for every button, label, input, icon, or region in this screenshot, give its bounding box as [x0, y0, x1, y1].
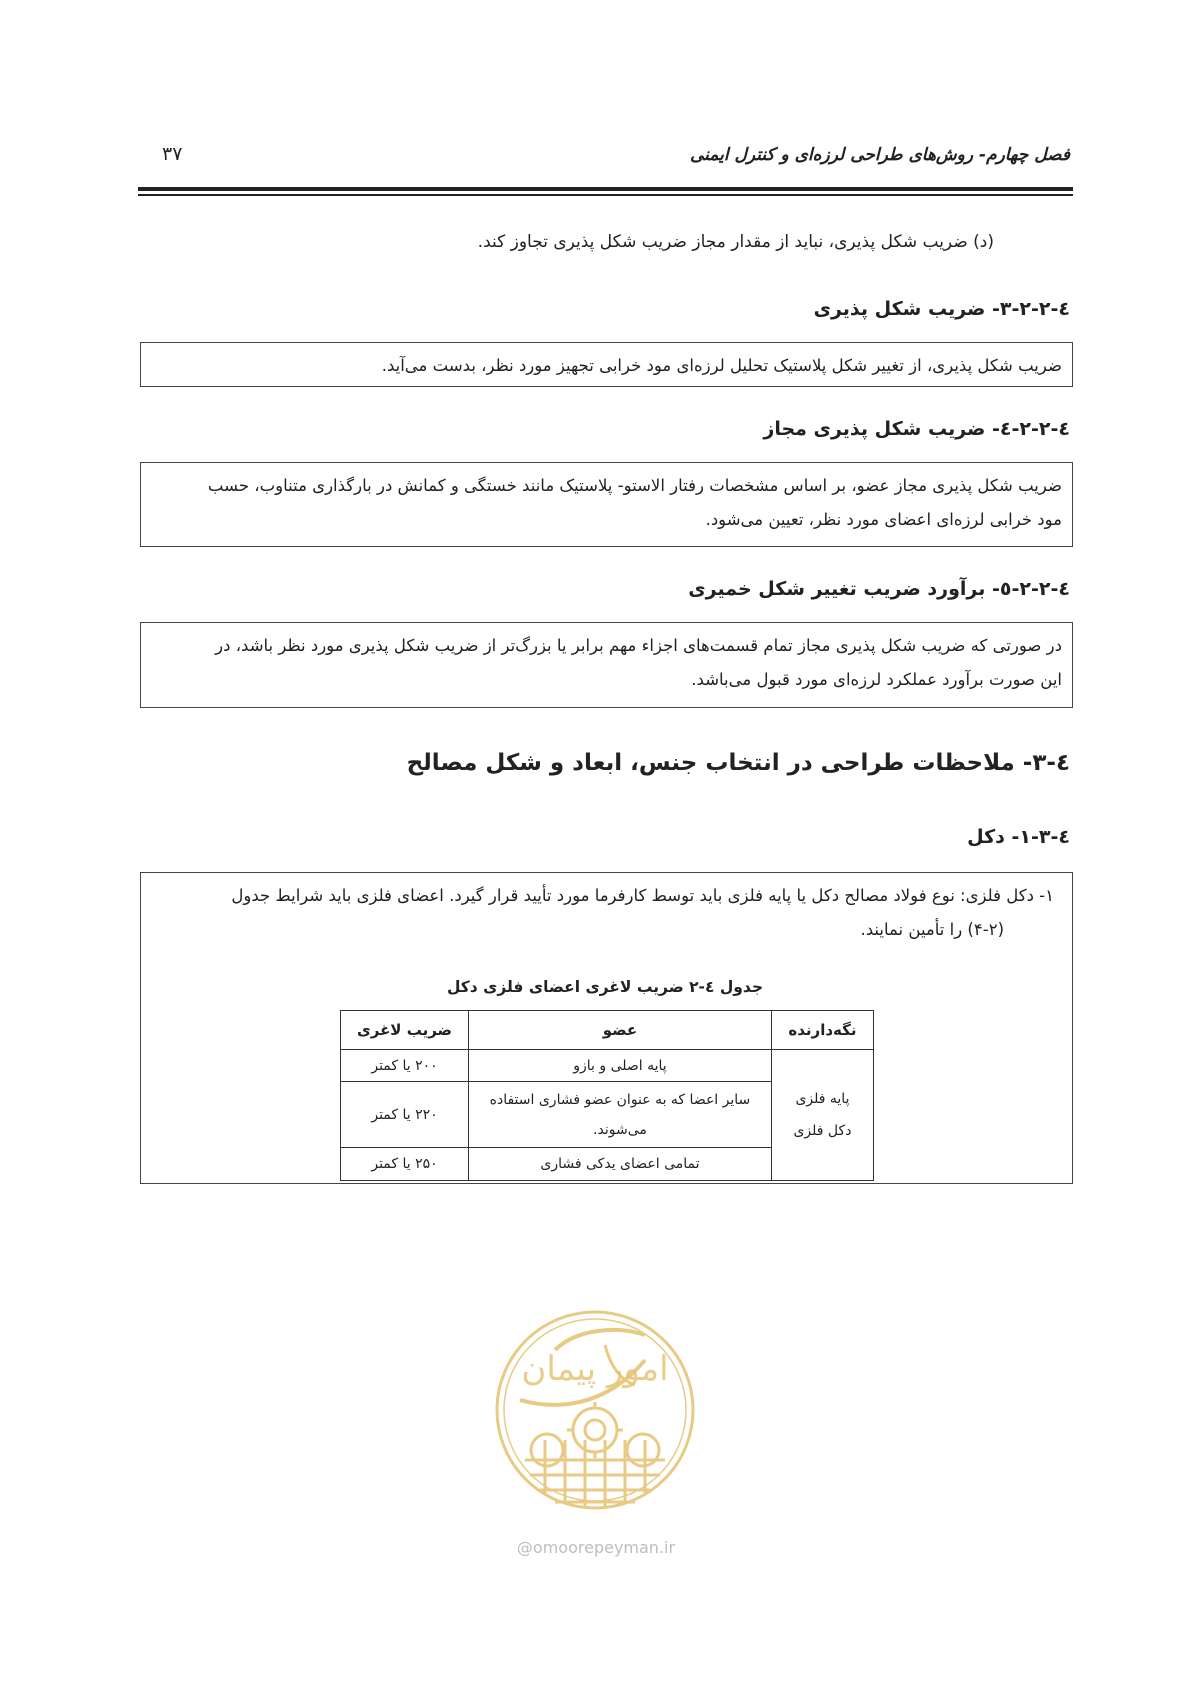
intro-paragraph: (د) ضریب شکل پذیری، نباید از مقدار مجاز ضریب شکل پذیری تجاوز کند. [477, 232, 994, 252]
main-heading-design-considerations: ٤-٣- ملاحظات طراحی در انتخاب جنس، ابعاد و شکل مصالح [406, 750, 1070, 776]
watermark-url: @omoorepeyman.ir [516, 1538, 676, 1557]
table-cell-member [469, 1082, 772, 1148]
watermark-logo-text: امور پیمان [521, 1349, 669, 1389]
table-caption: جدول ٤-٢ ضریب لاغری اعضای فلزی دکل [446, 978, 764, 996]
section-heading-allowable-ductility: ٤-٢-٢-٤- ضریب شکل پذیری مجاز [763, 418, 1070, 440]
holder-line: پایه فلزی [795, 1091, 850, 1107]
slenderness-table [340, 1010, 874, 1181]
header-divider-thin [138, 194, 1073, 196]
table-cell-holder [771, 1050, 873, 1181]
table-row [341, 1050, 874, 1082]
section-heading-ductility: ٤-٢-٢-٣- ضریب شکل پذیری [813, 298, 1070, 320]
table-header-row [341, 1011, 874, 1050]
member-line: سایر اعضا که به عنوان عضو فشاری استفاده [489, 1091, 751, 1108]
section-heading-plastic-deformation: ٤-٢-٢-٥- برآورد ضریب تغییر شکل خمیری [688, 578, 1070, 600]
table-header-ratio: ضریب لاغری [341, 1011, 469, 1050]
table-cell-ratio: ۲۰۰ یا کمتر [341, 1050, 469, 1082]
box-line: ضریب شکل پذیری مجاز عضو، بر اساس مشخصات رفتار الاستو- پلاستیک مانند خستگی و کمانش در بارگذاری متناوب، حسب [207, 476, 1062, 495]
chapter-title: فصل چهارم- روش‌های طراحی لرزه‌ای و کنترل ایمنی [689, 145, 1070, 165]
ductility-box [140, 342, 1073, 387]
holder-line: دکل فلزی [793, 1123, 852, 1139]
header-divider [138, 187, 1073, 191]
table-cell-ratio: ۲۵۰ یا کمتر [341, 1148, 469, 1181]
table-header-holder: نگه‌دارنده [771, 1011, 873, 1050]
page-number: ۳۷ [162, 143, 183, 165]
sub-heading-tower: ٤-٣-١- دکل [967, 826, 1070, 848]
box-line: این صورت برآورد عملکرد لرزه‌ای مورد قبول می‌باشد. [691, 670, 1062, 689]
member-line: می‌شوند. [593, 1121, 647, 1138]
table-cell-member: پایه اصلی و بازو [469, 1050, 772, 1082]
box-line: در صورتی که ضریب شکل پذیری مجاز تمام قسمت‌های اجزاء مهم برابر یا بزرگ‌تر از ضریب شکل پذیری مورد نظر باشد، در [215, 636, 1062, 655]
plastic-deformation-box [140, 622, 1073, 708]
table-header-member: عضو [469, 1011, 772, 1050]
watermark-logo [485, 1290, 705, 1540]
box-line: ضریب شکل پذیری، از تغییر شکل پلاستیک تحلیل لرزه‌ای مود خرابی تجهیز مورد نظر، بدست می‌آید. [381, 356, 1062, 375]
table-cell-member: تمامی اعضای یدکی فشاری [469, 1148, 772, 1181]
box-line: ١- دکل فلزی: نوع فولاد مصالح دکل یا پایه فلزی باید توسط کارفرما مورد تأیید قرار گیرد. اعضای فلزی باید شرایط جدول [231, 886, 1054, 905]
table-cell-ratio: ۲۲۰ یا کمتر [341, 1082, 469, 1148]
box-line: (۴-۲) را تأمین نمایند. [860, 920, 1004, 939]
allowable-ductility-box [140, 462, 1073, 547]
box-line: مود خرابی لرزه‌ای اعضای مورد نظر، تعیین می‌شود. [705, 510, 1062, 529]
